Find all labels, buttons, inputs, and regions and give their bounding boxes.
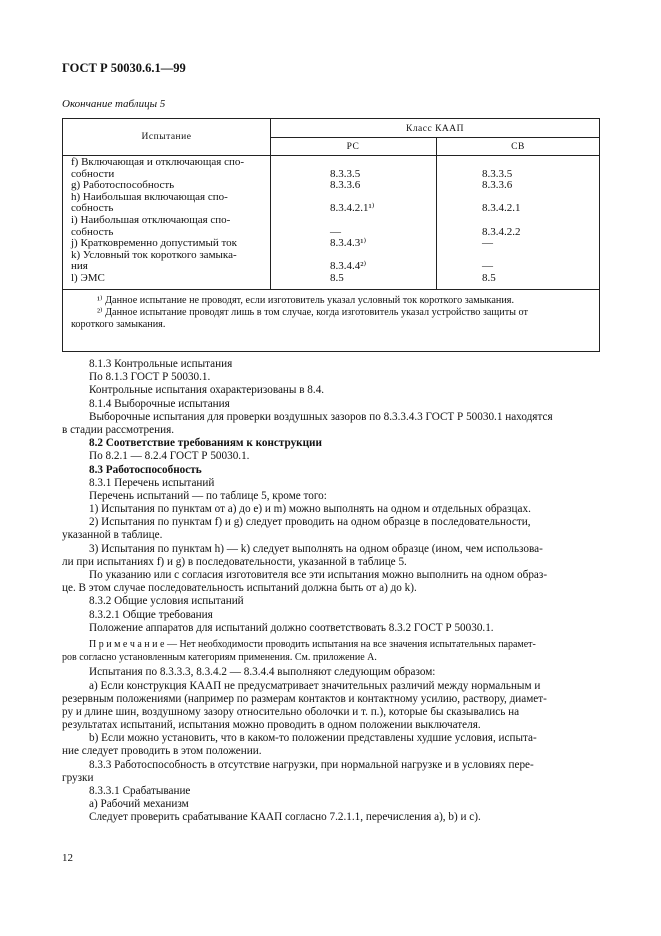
paragraph: По 8.1.3 ГОСТ Р 50030.1. (89, 371, 211, 384)
table-footnotes (71, 295, 591, 331)
paragraph: a) Рабочий механизм (89, 798, 189, 811)
table-cell: 8.3.4.2.2 (482, 225, 521, 238)
table-cell: l) ЭМС (71, 271, 105, 284)
table-cell: f) Включающая и отключающая спо- (71, 156, 244, 168)
cb-column (482, 157, 521, 285)
table-cell: 8.3.3.6 (482, 179, 513, 192)
paragraph: 8.3.2 Общие условия испытаний (89, 595, 244, 608)
paragraph: По указанию или с согласия изготовителя все эти испытания можно выполнить на одном образ- (89, 569, 548, 581)
header-class: Класс КААП (405, 124, 465, 134)
paragraph: По 8.2.1 — 8.2.4 ГОСТ Р 50030.1. (89, 450, 250, 463)
note-paragraph: ров согласно установленным категориям применения. См. приложение А. (62, 652, 377, 664)
paragraph: це. В этом случае последовательность испытаний должна быть от a) до k). (62, 582, 417, 595)
table-cell: i) Наибольшая отключающая спо- (71, 213, 231, 226)
body-text (62, 358, 600, 825)
paragraph: Перечень испытаний — по таблице 5, кроме того: (89, 489, 327, 502)
paragraph: указанной в таблице. (62, 529, 163, 542)
header-cb: СВ (511, 142, 525, 152)
note-paragraph: П р и м е ч а н и е — Нет необходимости проводить испытания на все значения испытательных парамет- (89, 638, 536, 650)
paragraph: 1) Испытания по пунктам от a) до e) и m) можно выполнять на одном и отдельных образцах. (89, 503, 531, 516)
paragraph: Следует проверить срабатывание КААП согласно 7.2.1.1, перечисления a), b) и c). (89, 811, 481, 824)
header-test: Испытание (141, 132, 192, 142)
document-code-header: ГОСТ Р 50030.6.1—99 (62, 61, 186, 75)
paragraph: Выборочные испытания для проверки воздушных зазоров по 8.3.3.4.3 ГОСТ Р 50030.1 находятся (89, 410, 553, 423)
paragraph: Контрольные испытания охарактеризованы в 8.4. (89, 384, 325, 397)
table-5 (62, 118, 600, 352)
paragraph: a) Если конструкция КААП не предусматривает значительных различий между нормальным и (89, 679, 541, 692)
table-cell: — (482, 237, 493, 250)
paragraph: 8.3.3 Работоспособность в отсутствие нагрузки, при нормальной нагрузке и в условиях пере- (89, 758, 534, 771)
table-cell: 8.3.4.2.1¹⁾ (330, 202, 375, 215)
table-cell: 8.3.3.5 (330, 167, 361, 180)
table-cell: 8.3.3.6 (330, 179, 361, 192)
table-caption: Окончание таблицы 5 (62, 98, 166, 110)
table-cell: — (482, 260, 493, 273)
paragraph: Испытания по 8.3.3.3, 8.3.4.2 — 8.3.4.4 выполняют следующим образом: (89, 666, 436, 679)
paragraph: 3) Испытания по пунктам h) — k) следует выполнять на одном образце (ином, чем использова- (89, 542, 543, 555)
test-column (71, 157, 271, 285)
paragraph: 2) Испытания по пунктам f) и g) следует проводить на одном образце в последовательности, (89, 516, 531, 529)
paragraph: 8.1.3 Контрольные испытания (89, 358, 233, 370)
section-heading: 8.2 Соответствие требованиям к конструкции (89, 437, 322, 450)
paragraph: грузки (62, 771, 94, 784)
table-cell: собность (71, 225, 114, 238)
table-cell: 8.3.4.4²⁾ (330, 260, 367, 273)
table-cell: — (330, 225, 341, 238)
paragraph: в стадии рассмотрения. (62, 423, 175, 436)
footnote: ²⁾ Данное испытание проводят лишь в том случае, когда изготовитель указал устройство защиты от (97, 307, 528, 318)
table-cell: 8.5 (482, 271, 496, 284)
paragraph: 8.1.4 Выборочные испытания (89, 397, 230, 410)
table-cell: h) Наибольшая включающая спо- (71, 190, 228, 203)
table-cell (482, 157, 521, 169)
table-cell (482, 215, 521, 227)
table-cell: собности (71, 167, 115, 180)
table-cell (330, 215, 375, 227)
table-cell: собность (71, 202, 114, 215)
table-cell: 8.3.4.2.1 (482, 202, 521, 215)
paragraph: ру и длине шин, воздушному зазору относительно оболочки и т. п.), которые бы сказывались на (62, 705, 520, 718)
paragraph: b) Если можно установить, что в каком-то положении представлены худшие условия, испыта- (89, 732, 537, 745)
paragraph: результатах испытаний, испытания можно проводить в одном положении выключателя. (62, 719, 481, 732)
paragraph: ли при испытаниях f) и g) в последовательности, указанной в таблице 5. (62, 555, 407, 568)
page-number: 12 (62, 852, 73, 864)
paragraph: 8.3.3.1 Срабатывание (89, 785, 191, 797)
footnote: короткого замыкания. (71, 319, 166, 330)
paragraph: 8.3.1 Перечень испытаний (89, 476, 215, 489)
section-heading: 8.3 Работоспособность (89, 463, 202, 476)
table-cell: 8.3.4.3¹⁾ (330, 237, 367, 250)
header-rc: РС (346, 142, 360, 152)
paragraph: ние следует проводить в этом положении. (62, 745, 262, 758)
table-cell (330, 157, 375, 169)
table-cell: g) Работоспособность (71, 179, 175, 192)
paragraph: Положение аппаратов для испытаний должно соответствовать 8.3.2 ГОСТ Р 50030.1. (89, 621, 494, 634)
footnote: ¹⁾ Данное испытание не проводят, если изготовитель указал условный ток короткого замыкания. (97, 295, 515, 306)
table-cell: ния (71, 260, 88, 273)
paragraph: резервным положениями (например по размерам контактов и контактному усилию, раствору, диамет- (62, 692, 547, 705)
rc-column (330, 157, 375, 285)
table-cell: j) Кратковременно допустимый ток (71, 237, 237, 250)
table-cell: k) Условный ток короткого замыка- (71, 248, 237, 261)
table-cell: 8.3.3.5 (482, 167, 513, 180)
table-cell: 8.5 (330, 271, 344, 284)
paragraph: 8.3.2.1 Общие требования (89, 608, 213, 621)
